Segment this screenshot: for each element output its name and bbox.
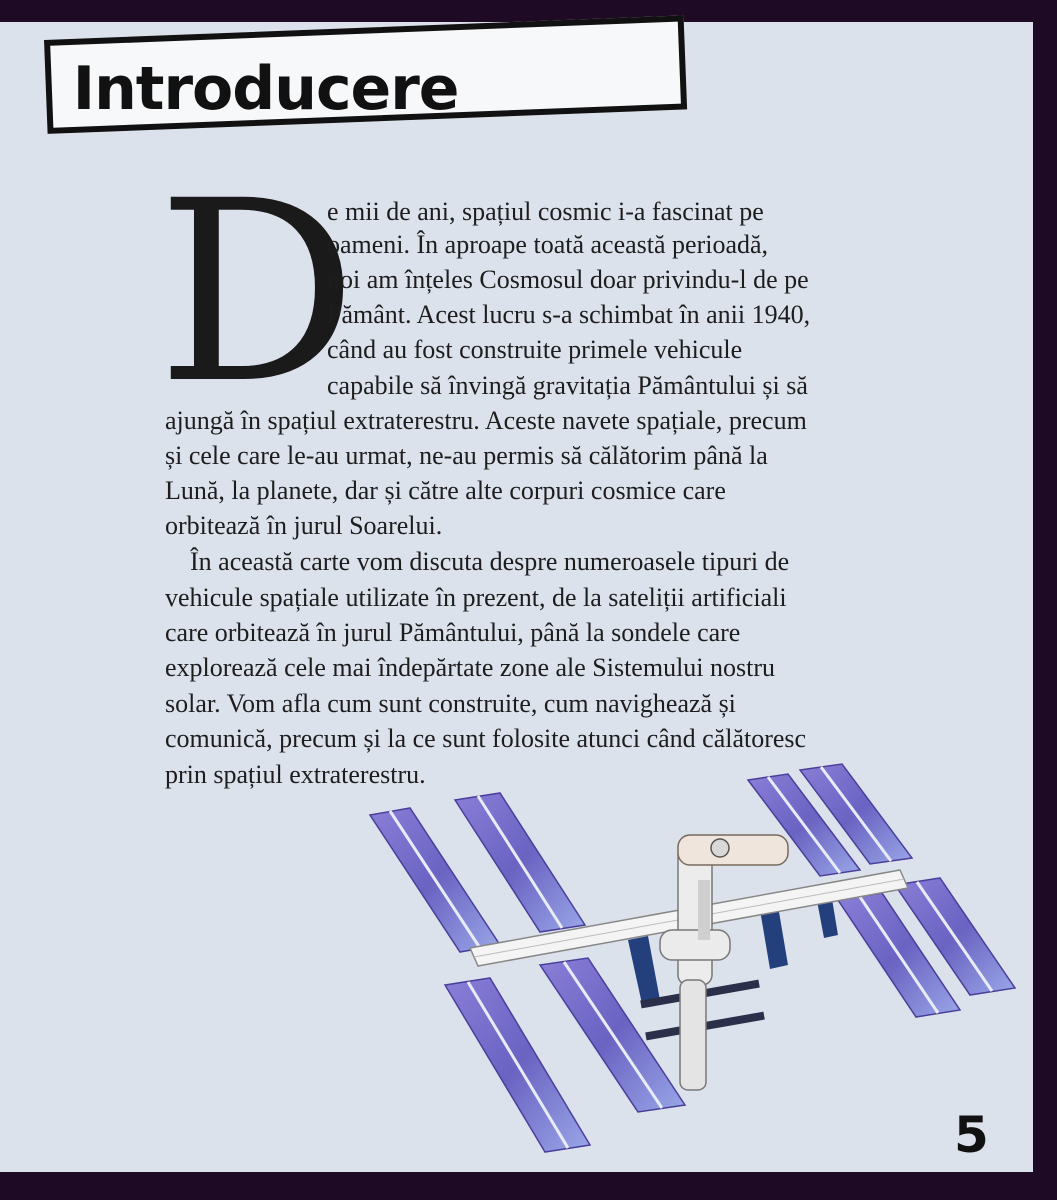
page-number: 5 bbox=[954, 1106, 989, 1164]
text-line: și cele care le-au urmat, ne-au permis să călătorim până la bbox=[165, 441, 768, 470]
drop-cap: D bbox=[157, 147, 358, 438]
text-line: Pământ. Acest lucru s-a schimbat în anii 1940, bbox=[327, 300, 811, 329]
text-line: vehicule spațiale utilizate în prezent, de la sateliții artificiali bbox=[165, 583, 787, 612]
text-line: când au fost construite primele vehicule bbox=[327, 335, 743, 364]
text-line: prin spațiul extraterestru. bbox=[165, 760, 426, 789]
text-line: care orbitează în jurul Pământului, până la sondele care bbox=[165, 618, 741, 647]
text-line: Lună, la planete, dar și către alte corpuri cosmice care bbox=[165, 476, 726, 505]
text-line: explorează cele mai îndepărtate zone ale Sistemului nostru bbox=[165, 653, 776, 682]
page-title: Introducere bbox=[72, 53, 459, 124]
space-station-illustration bbox=[360, 760, 1020, 1164]
text-line: În această carte vom discuta despre numeroasele tipuri de bbox=[190, 547, 790, 576]
title-box bbox=[44, 15, 696, 168]
text-line: capabile să învingă gravitația Pământului și să bbox=[327, 371, 808, 400]
text-line: solar. Vom afla cum sunt construite, cum navighează și bbox=[165, 689, 736, 718]
text-line: orbitează în jurul Soarelui. bbox=[165, 511, 443, 540]
text-line: comunică, precum și la ce sunt folosite atunci când călătoresc bbox=[165, 724, 807, 753]
text-line: oameni. În aproape toată această perioadă, bbox=[327, 230, 769, 259]
text-line: noi am înțeles Cosmosul doar privindu-l de pe bbox=[327, 265, 809, 294]
station-modules bbox=[660, 835, 788, 1090]
text-line: ajungă în spațiul extraterestru. Aceste navete spațiale, precum bbox=[165, 406, 807, 435]
text-line: e mii de ani, spațiul cosmic i-a fascinat pe bbox=[327, 197, 764, 226]
